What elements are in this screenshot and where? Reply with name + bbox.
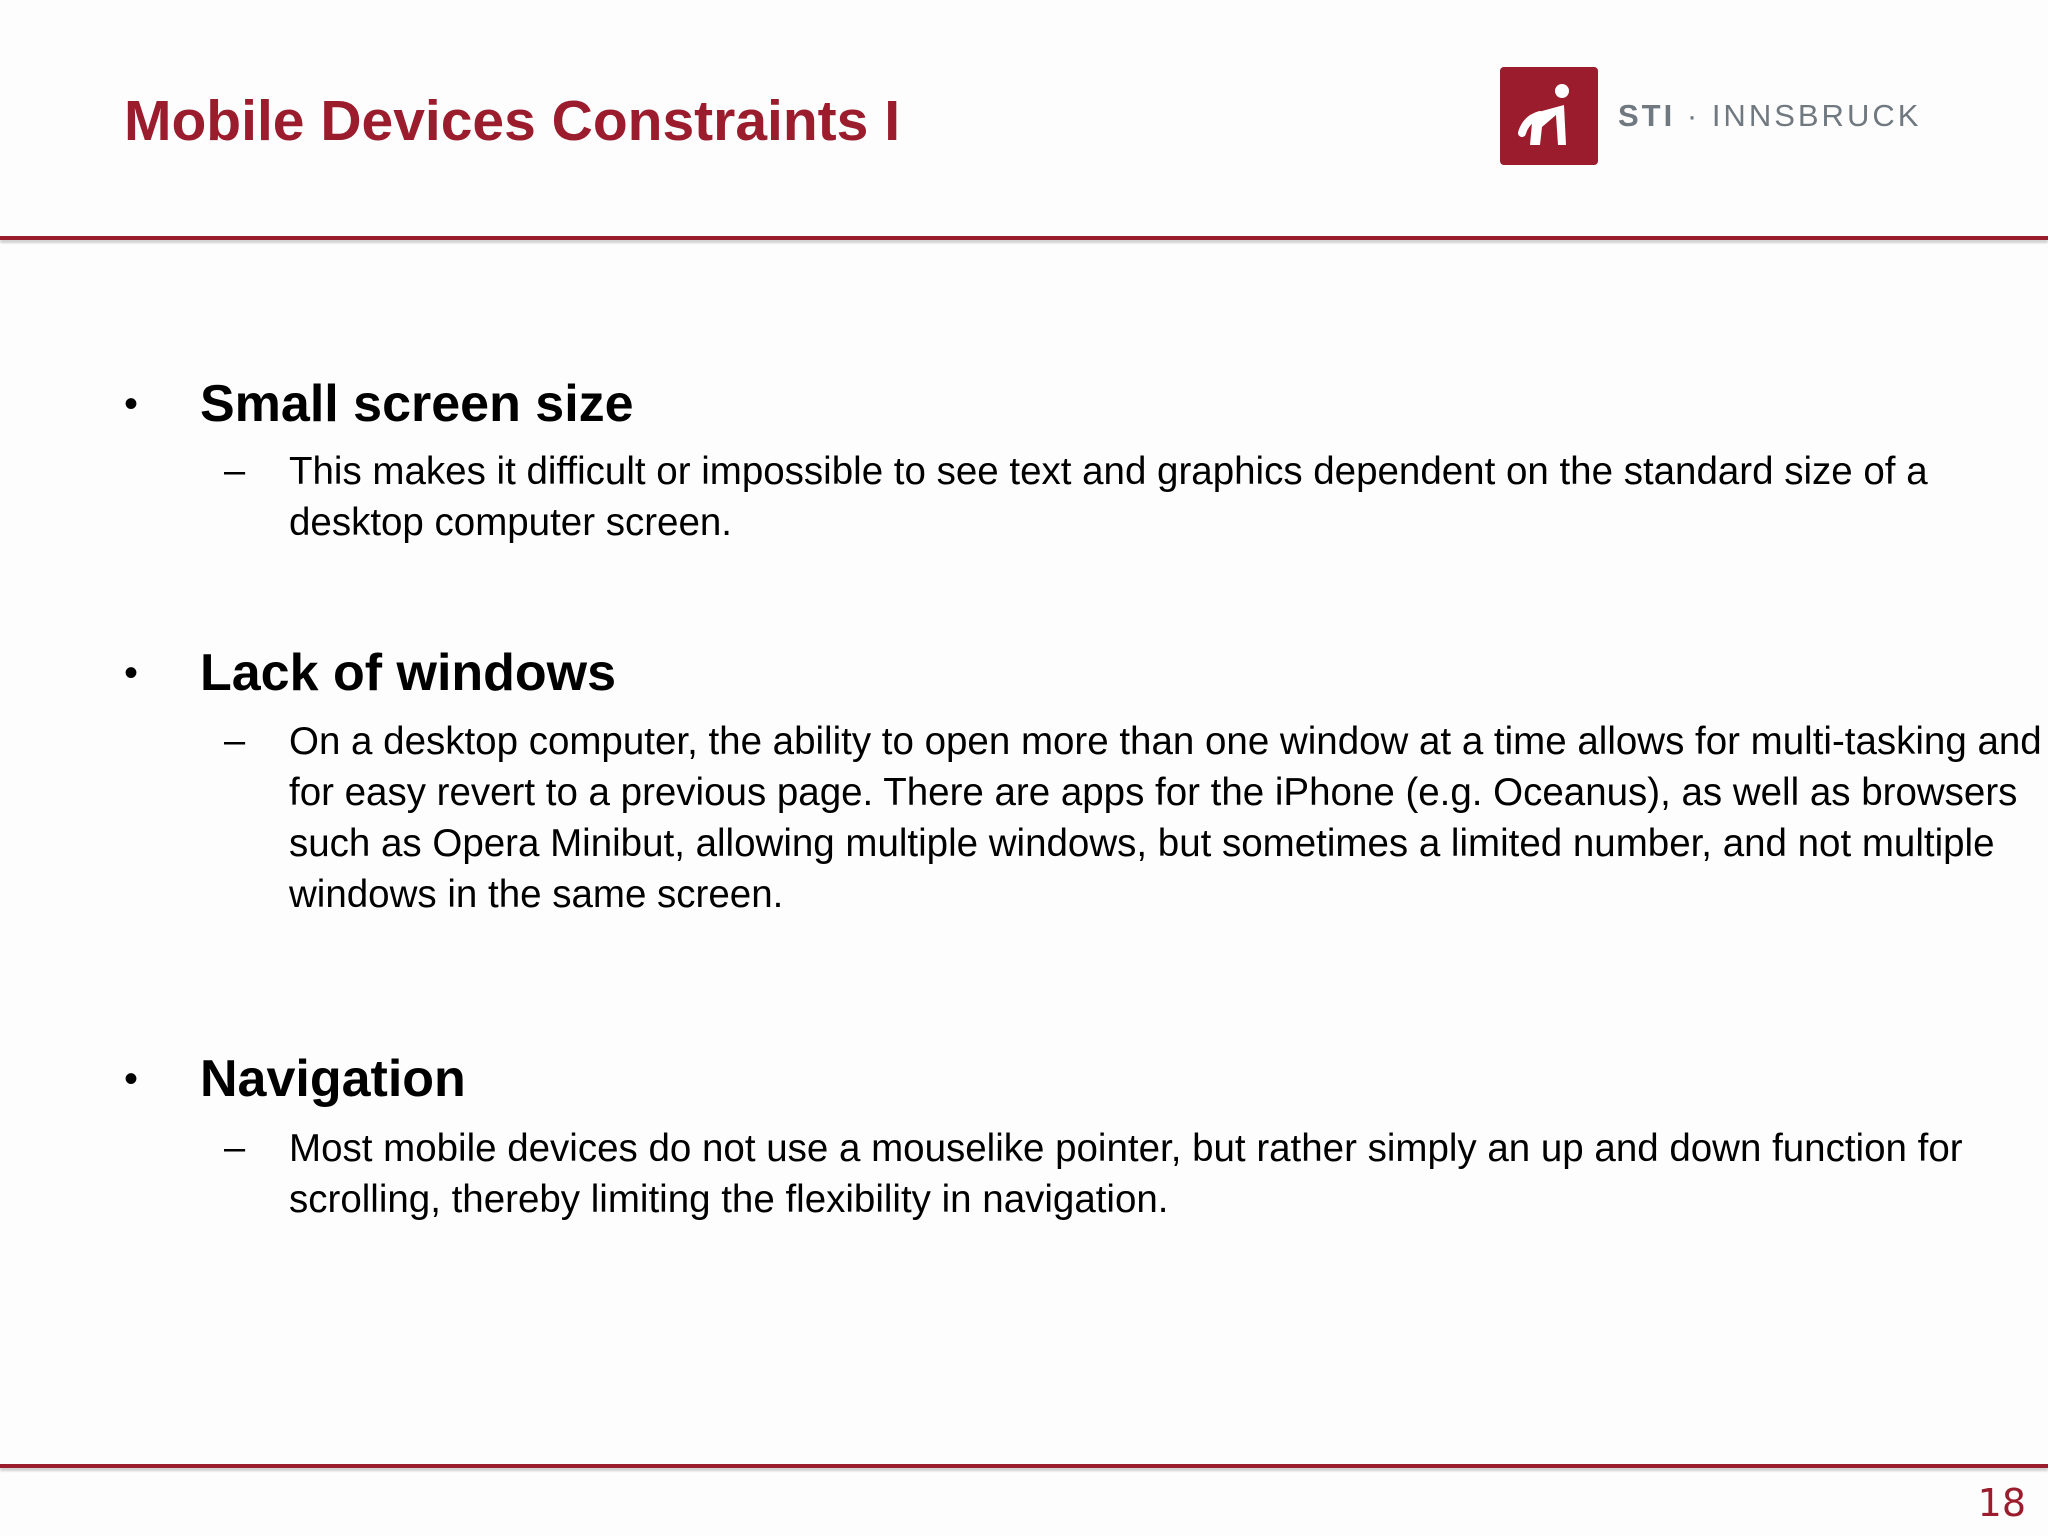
logo-location: INNSBRUCK: [1711, 98, 1922, 133]
bullet-detail: On a desktop computer, the ability to open more than one window at a time allows for multi-tasking and for easy revert to a previous page. There are apps for the iPhone (e.g. Oceanus), as well as browsers such as Opera Minibut, allowing multiple windows, but sometimes a limited number, and not multiple windows in the same screen.: [289, 720, 2042, 916]
sub-bullet-dash: –: [224, 1127, 246, 1169]
bullet-marker: •: [124, 651, 139, 695]
sti-innsbruck-logo: [1500, 67, 1921, 165]
bullet-marker: •: [124, 382, 139, 426]
logo-wordmark: [1618, 98, 1921, 134]
slide-title: Mobile Devices Constraints I: [124, 89, 901, 153]
bullet-item-small-screen: [124, 375, 1928, 566]
bullet-detail: Most mobile devices do not use a mouselike pointer, but rather simply an up and down function for scrolling, thereby limiting the flexibility in navigation.: [289, 1127, 1963, 1221]
sti-logo-icon: [1500, 67, 1598, 165]
bullet-heading: Lack of windows: [200, 644, 617, 702]
page-number: 18: [1977, 1481, 2026, 1525]
bullet-item-navigation: [124, 1050, 1963, 1241]
bottom-divider: [0, 1464, 2048, 1468]
bullet-heading: Navigation: [200, 1050, 466, 1108]
top-divider: [0, 236, 2048, 240]
bullet-item-lack-of-windows: [124, 644, 2042, 975]
logo-separator: ·: [1686, 98, 1701, 133]
bullet-marker: •: [124, 1057, 139, 1101]
logo-brand: STI: [1618, 98, 1676, 133]
bullet-detail: This makes it difficult or impossible to see text and graphics dependent on the standard size of a desktop computer screen.: [289, 450, 1928, 544]
bullet-heading: Small screen size: [200, 375, 634, 433]
sub-bullet-dash: –: [224, 720, 246, 762]
sub-bullet-dash: –: [224, 450, 246, 492]
